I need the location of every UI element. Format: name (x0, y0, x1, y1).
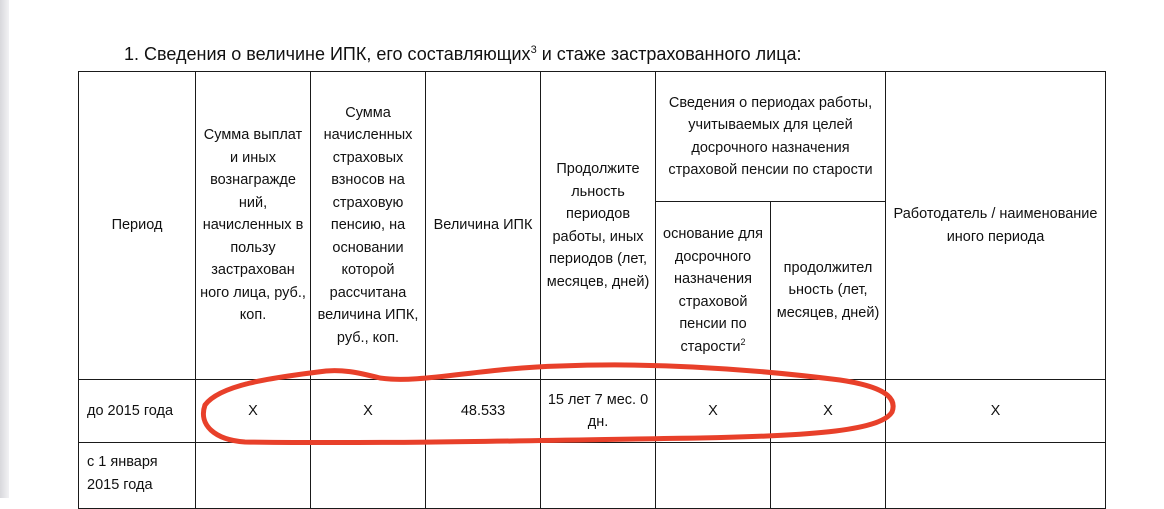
header-contributions: Сумма начисленных страховых взносов на страховую пенсию, на основании которой рассчитана величина ИПК, руб., коп. (311, 72, 426, 380)
header-ipk: Величина ИПК (426, 72, 541, 380)
table-row (79, 380, 1106, 443)
header-early-basis (656, 202, 771, 380)
cell-ipk: 48.533 (426, 380, 541, 443)
cell-early-basis (656, 443, 771, 509)
header-duration: Продолжите льность периодов работы, иных периодов (лет, месяцев, дней) (541, 72, 656, 380)
section-heading (124, 44, 802, 65)
cell-early-duration (771, 443, 886, 509)
cell-payments (196, 443, 311, 509)
header-employer: Работодатель / наименование иного периода (886, 72, 1106, 380)
cell-employer (886, 443, 1106, 509)
header-row-1 (79, 72, 1106, 202)
header-payments: Сумма выплат и иных вознагражде ний, начисленных в пользу застрахован ного лица, руб., коп. (196, 72, 311, 380)
cell-early-basis: Х (656, 380, 771, 443)
cell-employer: Х (886, 380, 1106, 443)
cell-contributions: Х (311, 380, 426, 443)
heading-footnote: 3 (530, 44, 537, 56)
heading-text: 1. Сведения о величине ИПК, его составляющих (124, 44, 531, 64)
cell-early-duration: Х (771, 380, 886, 443)
cell-period: с 1 января 2015 года (79, 443, 196, 509)
cell-period: до 2015 года (79, 380, 196, 443)
cell-duration: 15 лет 7 мес. 0 дн. (541, 380, 656, 443)
header-early-basis-text: основание для досрочного назначения страховой пенсии по старости (663, 226, 763, 355)
header-early-basis-footnote: 2 (740, 336, 746, 347)
header-early-group: Сведения о периодах работы, учитываемых для целей досрочного назначения страховой пенсии по старости (656, 72, 886, 202)
cell-ipk (426, 443, 541, 509)
cell-contributions (311, 443, 426, 509)
page-edge-shadow (0, 0, 9, 498)
header-period: Период (79, 72, 196, 380)
ipk-table (78, 71, 1106, 509)
heading-text-end: и стаже застрахованного лица: (536, 44, 802, 64)
cell-payments: Х (196, 380, 311, 443)
cell-duration (541, 443, 656, 509)
header-early-duration: продолжител ьность (лет, месяцев, дней) (771, 202, 886, 380)
table-row (79, 443, 1106, 509)
